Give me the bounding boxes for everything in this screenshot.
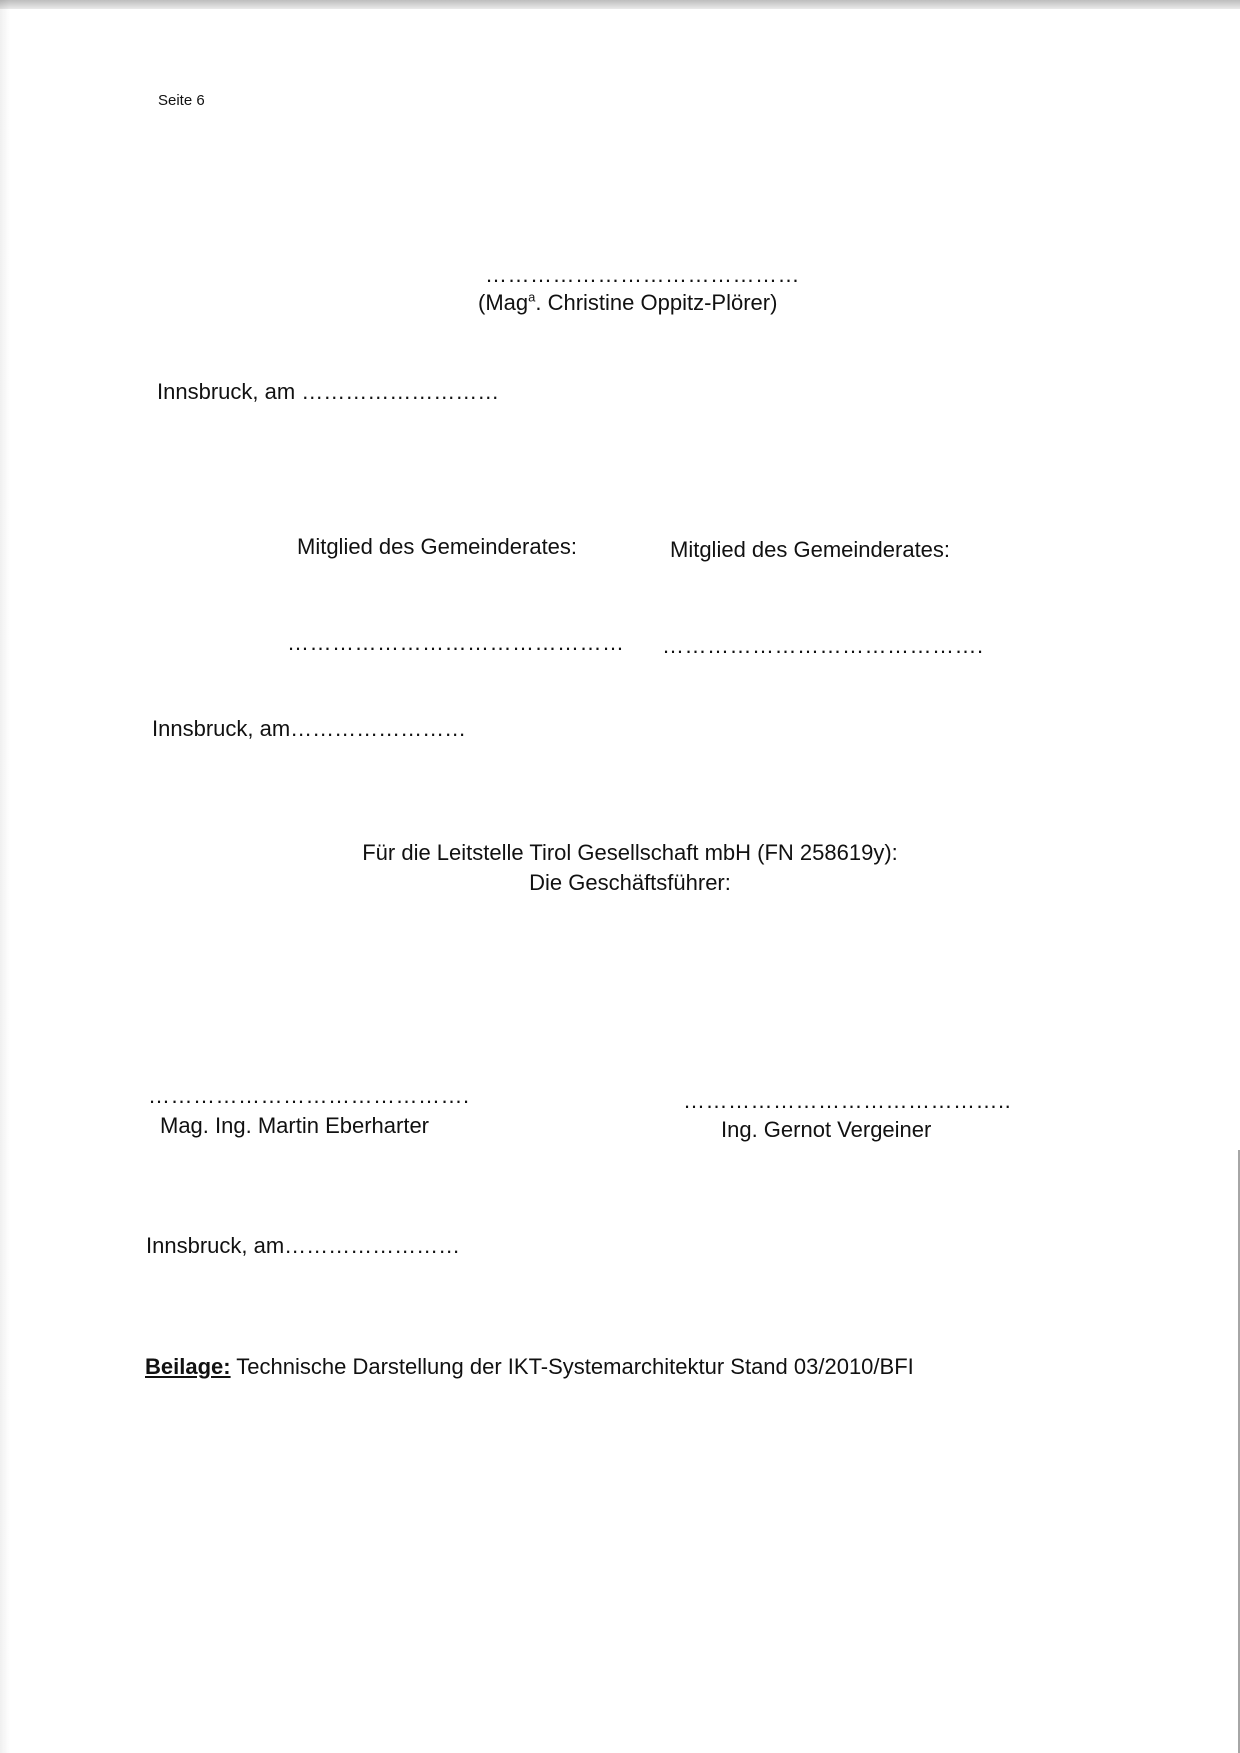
attachment-text: Technische Darstellung der IKT-Systemarchitektur Stand 03/2010/BFI (230, 1354, 914, 1379)
manager-name-right: Ing. Gernot Vergeiner (721, 1117, 932, 1142)
manager-name-left: Mag. Ing. Martin Eberharter (160, 1113, 430, 1138)
scan-edge-left (0, 0, 10, 1753)
council-heading-right: Mitglied des Gemeinderates: (670, 537, 951, 562)
attachment-label: Beilage: (145, 1354, 231, 1379)
signature-line-council-left: ……………………………………… (287, 630, 625, 655)
signature-line-manager-right: …………………………………….. (683, 1088, 1012, 1113)
scan-edge-top (0, 0, 1240, 9)
council-heading-left: Mitglied des Gemeinderates: (297, 534, 578, 559)
signature-line-manager-left: ……………………………………. (148, 1083, 470, 1108)
company-line-2: Die Geschäftsführer: (529, 870, 731, 895)
signatory-name-mayor: (Mag$^a$. Christine Oppitz-Plörer) (478, 289, 778, 315)
company-line-1: Für die Leitstelle Tirol Gesellschaft mbH (FN 258619y): (362, 840, 898, 865)
date-line-3: Innsbruck, am…………………… (146, 1233, 461, 1258)
signature-line-mayor: …………………………………… (485, 262, 800, 287)
date-line-2: Innsbruck, am…………………… (152, 716, 467, 741)
attachment-line (145, 1354, 914, 1380)
page-number: Seite 6 (158, 92, 205, 109)
signature-line-council-right: ……………………………………. (662, 633, 984, 658)
date-line-1: Innsbruck, am ……………………… (157, 379, 500, 404)
